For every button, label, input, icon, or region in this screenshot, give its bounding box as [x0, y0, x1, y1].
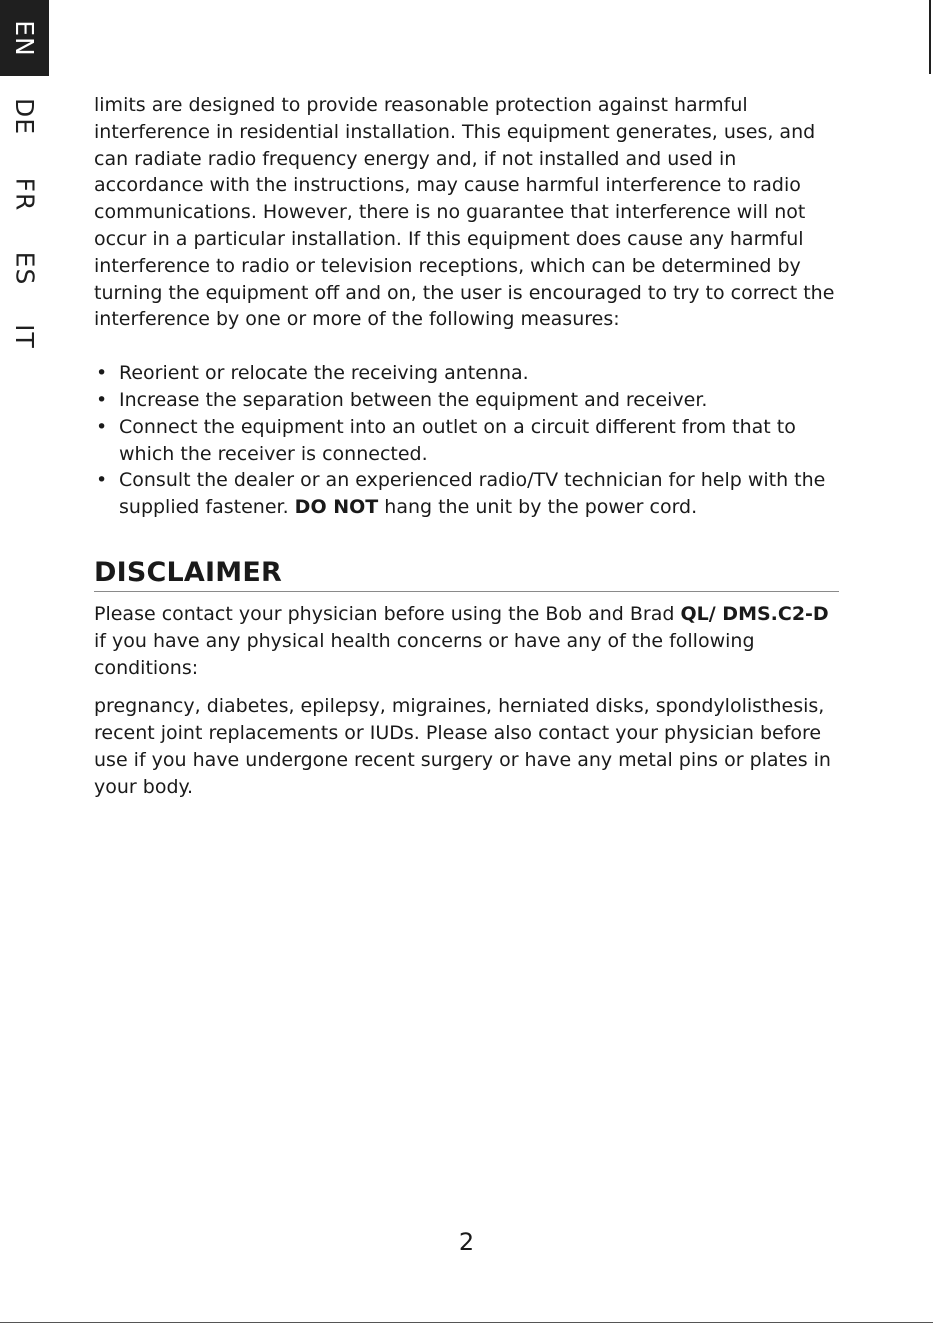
language-tab-fr-label: FR [9, 177, 39, 211]
measures-list [94, 360, 839, 521]
language-tab-de-label: DE [9, 97, 39, 135]
list-item [94, 467, 839, 521]
language-tab-es-label: ES [9, 251, 39, 285]
language-tab-en-label: EN [10, 19, 39, 57]
list-item [94, 414, 839, 468]
language-tab-en[interactable] [0, 0, 49, 76]
list-item-text: Connect the equipment into an outlet on a circuit different from that to which the receiver is connected. [119, 415, 796, 465]
language-tab-de[interactable] [0, 84, 49, 148]
disclaimer-heading: DISCLAIMER [94, 556, 839, 592]
warning-emphasis: DO NOT [294, 496, 379, 519]
list-item-text: hang the unit by the power cord. [378, 496, 698, 519]
disclaimer-text: if you have any physical health concerns or have any of the following conditions: [94, 629, 755, 679]
page-content [94, 92, 839, 801]
intro-paragraph: limits are designed to provide reasonable protection against harmful interference in residential installation. This equipment generates, uses, and can radiate radio frequency energy and, if not installed and used in accordance with the instructions, may cause harmful interference to radio communications. However, there is no guarantee that interference will not occur in a particular installation. If this equipment does cause any harmful interference to radio or television receptions, which can be determined by turning the equipment off and on, the user is encouraged to try to correct the interference by one or more of the following measures: [94, 94, 835, 331]
list-item-text: Consult the dealer or an experienced radio/TV technician for help with the supplied fastener. [119, 469, 826, 519]
language-tabs [0, 0, 49, 360]
language-tab-it[interactable] [0, 308, 49, 364]
disclaimer-text: Please contact your physician before using the Bob and Brad [94, 602, 681, 625]
page-edge-rule [929, 0, 931, 74]
disclaimer-paragraph [94, 601, 839, 681]
conditions-paragraph: pregnancy, diabetes, epilepsy, migraines, herniated disks, spondylolisthesis, recent joint replacements or IUDs. Please also contact your physician before use if you have undergone recent surgery or have any metal pins or plates in your body. [94, 695, 831, 798]
list-item-text: Increase the separation between the equipment and receiver. [119, 388, 708, 411]
list-item [94, 360, 839, 387]
model-number: QL/ DMS.C2-D [680, 602, 829, 625]
list-item [94, 387, 839, 414]
language-tab-fr[interactable] [0, 162, 49, 226]
language-tab-it-label: IT [10, 323, 39, 349]
language-tab-es[interactable] [0, 236, 49, 300]
page-number: 2 [458, 1228, 475, 1256]
list-item-text: Reorient or relocate the receiving antenna. [119, 362, 529, 385]
bottom-rule [0, 1322, 933, 1323]
